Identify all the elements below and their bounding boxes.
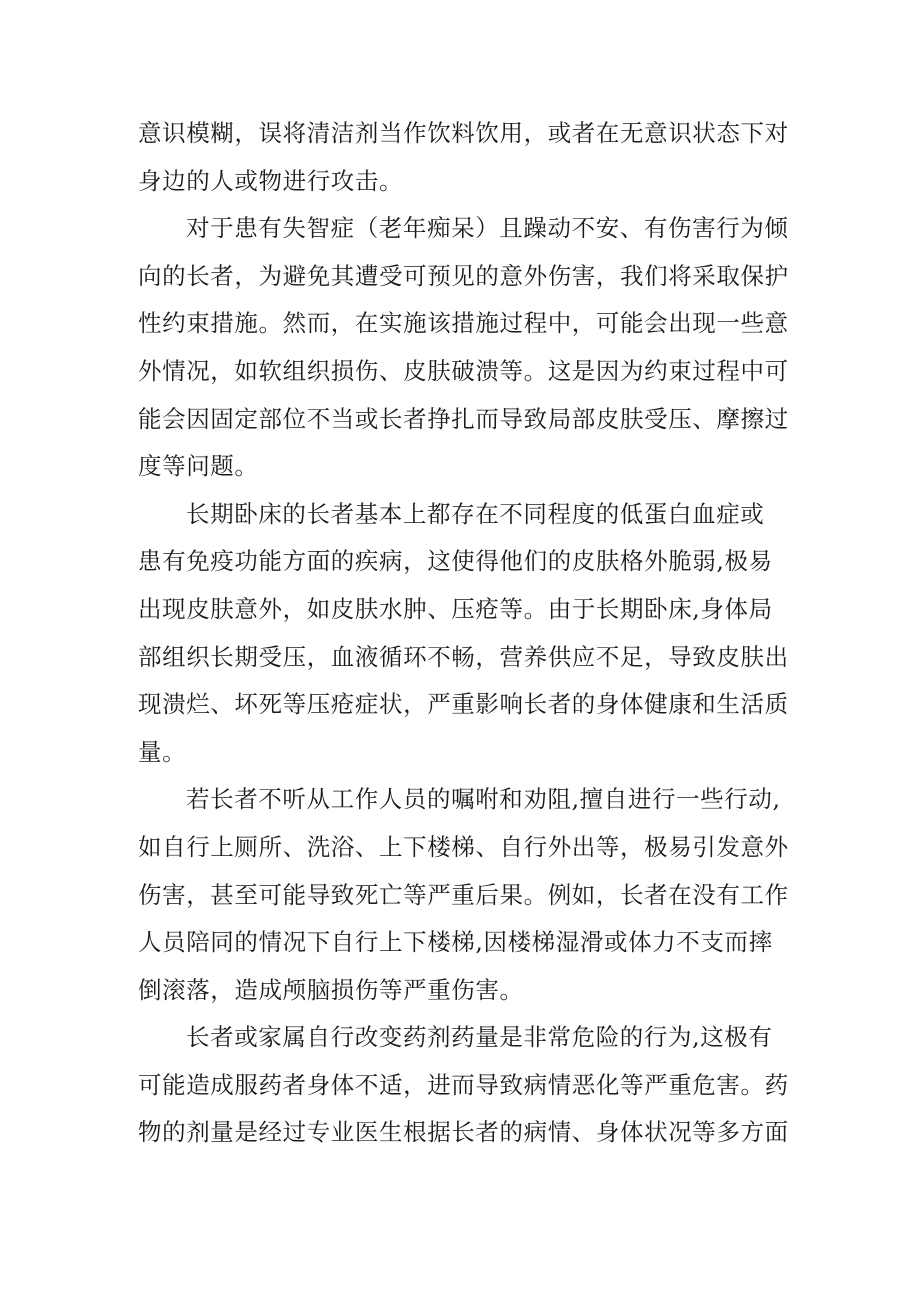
text-line: 物的剂量是经过专业医生根据长者的病情、身体状况等多方面	[138, 1118, 789, 1147]
text-line: 身边的人或物进行攻击。	[138, 166, 404, 195]
text-line: 量。	[138, 737, 187, 766]
paragraph-first-line: 长者或家属自行改变药剂药量是非常危险的行为,这极有	[186, 1023, 773, 1052]
text-line: 性约束措施。然而，在实施该措施过程中，可能会出现一些意	[138, 309, 789, 338]
text-line: 能会因固定部位不当或长者挣扎而导致局部皮肤受压、摩擦过	[138, 404, 789, 433]
text-line: 度等问题。	[138, 452, 259, 481]
paragraph-first-line: 若长者不听从工作人员的嘱咐和劝阻,擅自进行一些行动,	[186, 785, 781, 814]
text-line: 现溃烂、坏死等压疮症状，严重影响长者的身体健康和生活质	[138, 690, 789, 719]
paragraph-first-line: 长期卧床的长者基本上都存在不同程度的低蛋白血症或	[186, 499, 765, 528]
text-line: 部组织长期受压，血液循环不畅，营养供应不足，导致皮肤出	[138, 642, 789, 671]
text-line: 可能造成服药者身体不适，进而导致病情恶化等严重危害。药	[138, 1070, 789, 1099]
text-line: 外情况，如软组织损伤、皮肤破溃等。这是因为约束过程中可	[138, 356, 789, 385]
text-line: 意识模糊，误将清洁剂当作饮料饮用，或者在无意识状态下对	[138, 119, 789, 147]
text-line: 向的长者，为避免其遭受可预见的意外伤害，我们将采取保护	[138, 261, 789, 290]
paragraph-first-line: 对于患有失智症（老年痴呆）且躁动不安、有伤害行为倾	[186, 214, 789, 243]
document-body	[138, 110, 798, 1157]
text-line: 倒滚落，造成颅脑损伤等严重伤害。	[138, 975, 524, 1004]
text-line: 如自行上厕所、洗浴、上下楼梯、自行外出等，极易引发意外	[138, 832, 789, 861]
text-line: 人员陪同的情况下自行上下楼梯,因楼梯湿滑或体力不支而摔	[138, 928, 773, 957]
text-line: 患有免疫功能方面的疾病，这使得他们的皮肤格外脆弱,极易	[138, 547, 773, 576]
text-line: 伤害，甚至可能导致死亡等严重后果。例如，长者在没有工作	[138, 880, 789, 909]
text-line: 出现皮肤意外，如皮肤水肿、压疮等。由于长期卧床,身体局	[138, 594, 773, 623]
